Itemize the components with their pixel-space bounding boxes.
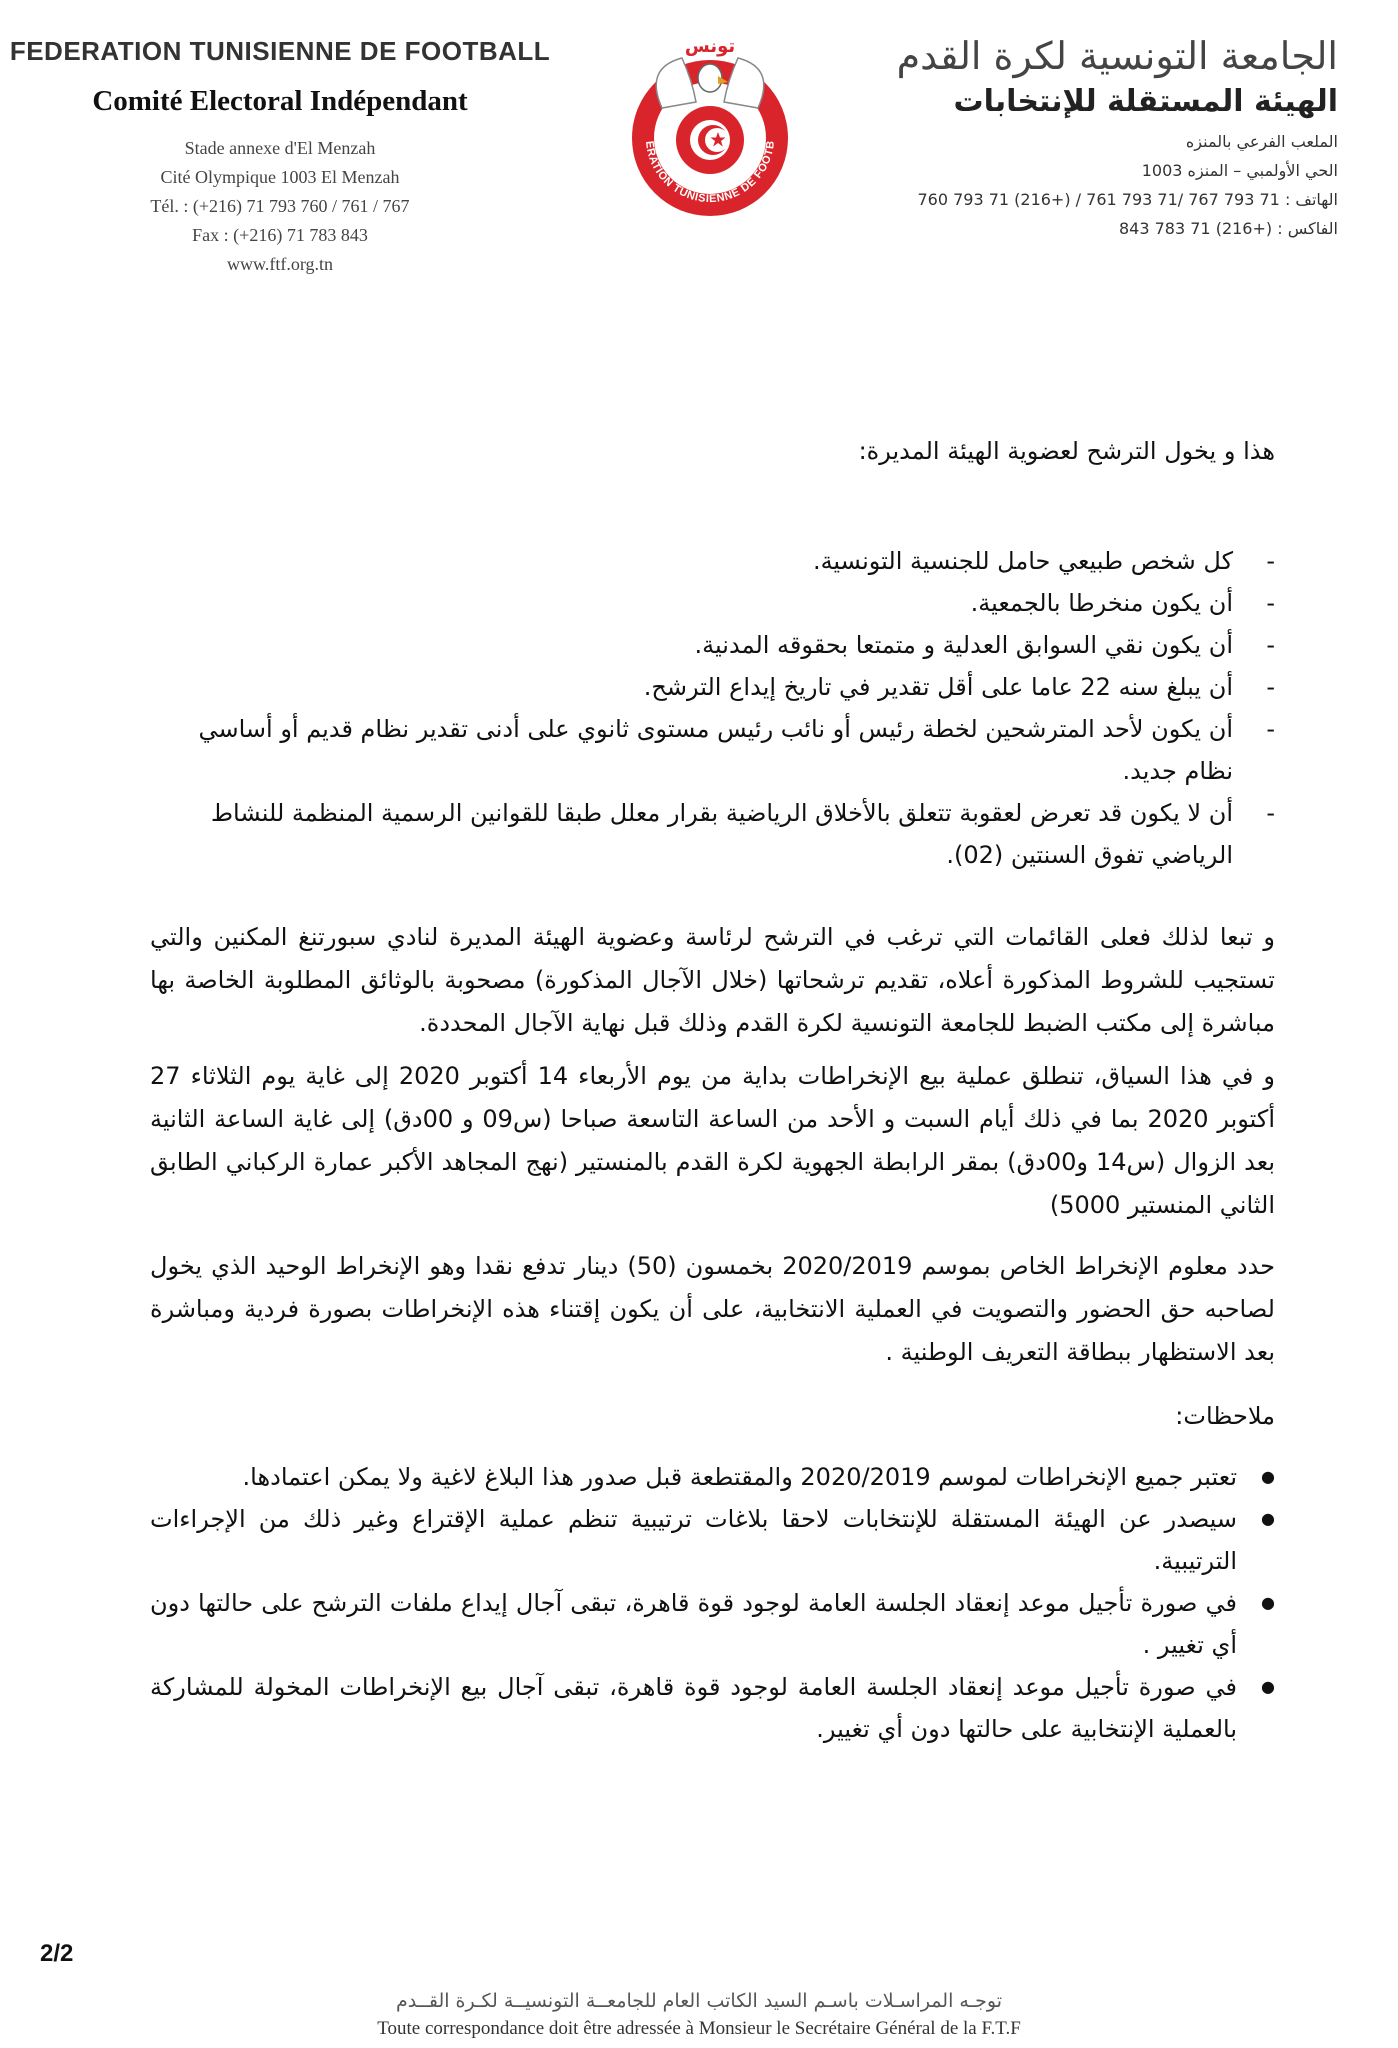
fax-label-ar: الفاكس : (1277, 219, 1338, 238)
federation-name-ar: الجامعة التونسية لكرة القدم (896, 34, 1338, 78)
logo-top-text: تونس (684, 36, 736, 57)
condition-item: - أن يكون نقي السوابق العدلية و متمتعا بحقوقه المدنية. (150, 624, 1275, 666)
federation-name-fr: FEDERATION TUNISIENNE DE FOOTBALL (9, 36, 551, 66)
fax-ar (778, 214, 1338, 243)
notes-list (150, 1456, 1275, 1750)
phone-label-ar: الهاتف : (1284, 190, 1338, 209)
intro-line: هذا و يخول الترشح لعضوية الهيئة المديرة: (858, 437, 1275, 465)
address-line-2-fr: Cité Olympique 1003 El Menzah (160, 167, 400, 187)
committee-name-fr: Comité Electoral Indépendant (92, 85, 468, 117)
condition-item: - أن يكون لأحد المترشحين لخطة رئيس أو نائب رئيس مستوى ثانوي على أدنى تقدير نظام قديم أو أساسي نظام جديد. (150, 708, 1275, 792)
note-item: ● في صورة تأجيل موعد إنعقاد الجلسة العامة لوجود قوة قاهرة، تبقى آجال إيداع ملفات الترشح على حالتها دون أي تغيير . (150, 1582, 1275, 1666)
ftf-logo (622, 28, 798, 224)
footer (0, 1990, 1398, 2040)
phone-value-ar: 760 793 71 (216+) / 761 793 71/ 767 793 71 (917, 190, 1280, 209)
address-line-1-fr: Stade annexe d'El Menzah (184, 138, 376, 158)
website-link[interactable]: www.ftf.org.tn (227, 254, 333, 274)
notes-heading: ملاحظات: (1175, 1402, 1275, 1430)
address-line-1-ar: الملعب الفرعي بالمنزه (1185, 132, 1338, 151)
paragraph-candidacy: و تبعا لذلك فعلى القائمات التي ترغب في الترشح لرئاسة وعضوية الهيئة المديرة لنادي سبورتنغ المكنين والتي تستجيب للشروط المذكورة أعلاه، تقديم ترشحاتها (خلال الآجال المذكورة) مصحوبة بالوثائق المطلوبة الخاصة بها مباشرة إلى مكتب الضبط للجامعة التونسية لكرة القدم وذلك قبل نهاية الآجال المحددة. (150, 923, 1275, 1037)
note-item: ● سيصدر عن الهيئة المستقلة للإنتخابات لاحقا بلاغات ترتيبية تنظم عملية الإقتراع وغير ذلك من الإجراءات الترتيبية. (150, 1498, 1275, 1582)
phone-fr: Tél. : (+216) 71 793 760 / 761 / 767 (150, 196, 410, 216)
footer-french: Toute correspondance doit être adressée à Monsieur le Secrétaire Général de la F.T.F (377, 2018, 1021, 2039)
note-item: ● تعتبر جميع الإنخراطات لموسم 2020/2019 والمقتطعة قبل صدور هذا البلاغ لاغية ولا يمكن اعتمادها. (150, 1456, 1275, 1498)
note-item: ● في صورة تأجيل موعد إنعقاد الجلسة العامة لوجود قوة قاهرة، تبقى آجال بيع الإنخراطات المخولة للمشاركة بالعملية الإنتخابية على حالتها دون أي تغيير. (150, 1666, 1275, 1750)
logo-ring-textpath: ERATION TUNISIENNE DE FOOTB (642, 139, 778, 206)
condition-item: - أن يكون منخرطا بالجمعية. (150, 582, 1275, 624)
committee-name-ar: الهيئة المستقلة للإنتخابات (953, 84, 1338, 119)
header-left-french (0, 36, 560, 279)
fax-fr: Fax : (+216) 71 783 843 (192, 225, 368, 245)
ftf-eagle-crest-icon (622, 28, 798, 224)
fax-value-ar: 843 783 71 (216+) (1119, 219, 1273, 238)
condition-item: - أن لا يكون قد تعرض لعقوبة تتعلق بالأخلاق الرياضية بقرار معلل طبقا للقوانين الرسمية المنظمة للنشاط الرياضي تفوق السنتين (02). (150, 792, 1275, 876)
paragraph-membership-sale: و في هذا السياق، تنطلق عملية بيع الإنخراطات بداية من يوم الأربعاء 14 أكتوبر 2020 إلى غاية يوم الثلاثاء 27 أكتوبر 2020 بما في ذلك أيام السبت و الأحد من الساعة التاسعة صباحا (س09 و 00دق) إلى غاية الساعة الثانية بعد الزوال (س14 و00دق) بمقر الرابطة الجهوية لكرة القدم بالمنستير (نهج المجاهد الأكبر عمارة الركباني الطابق الثاني المنستير 5000) (150, 1062, 1276, 1219)
phone-ar (778, 185, 1338, 214)
page-number: 2/2 (40, 1940, 74, 1967)
paragraph-membership-fee: حدد معلوم الإنخراط الخاص بموسم 2020/2019 بخمسون (50) دينار تدفع نقدا وهو الإنخراط الوحيد الذي يخول لصاحبه حق الحضور والتصويت في العملية الانتخابية، على أن يكون إقتناء هذه الإنخراطات بصورة فردية ومباشرة بعد الاستظهار ببطاقة التعريف الوطنية . (150, 1252, 1275, 1366)
document-body (150, 432, 1275, 1750)
header-right-arabic (778, 34, 1338, 243)
footer-arabic: توجـه المراسـلات باسـم السيد الكاتب العام للجامعــة التونسيــة لكـرة القــدم (395, 1990, 1003, 2012)
condition-item: - كل شخص طبيعي حامل للجنسية التونسية. (150, 540, 1275, 582)
condition-item: - أن يبلغ سنه 22 عاما على أقل تقدير في تاريخ إيداع الترشح. (150, 666, 1275, 708)
eligibility-conditions-list (150, 540, 1275, 876)
address-line-2-ar: الحي الأولمبي – المنزه 1003 (1141, 161, 1338, 180)
